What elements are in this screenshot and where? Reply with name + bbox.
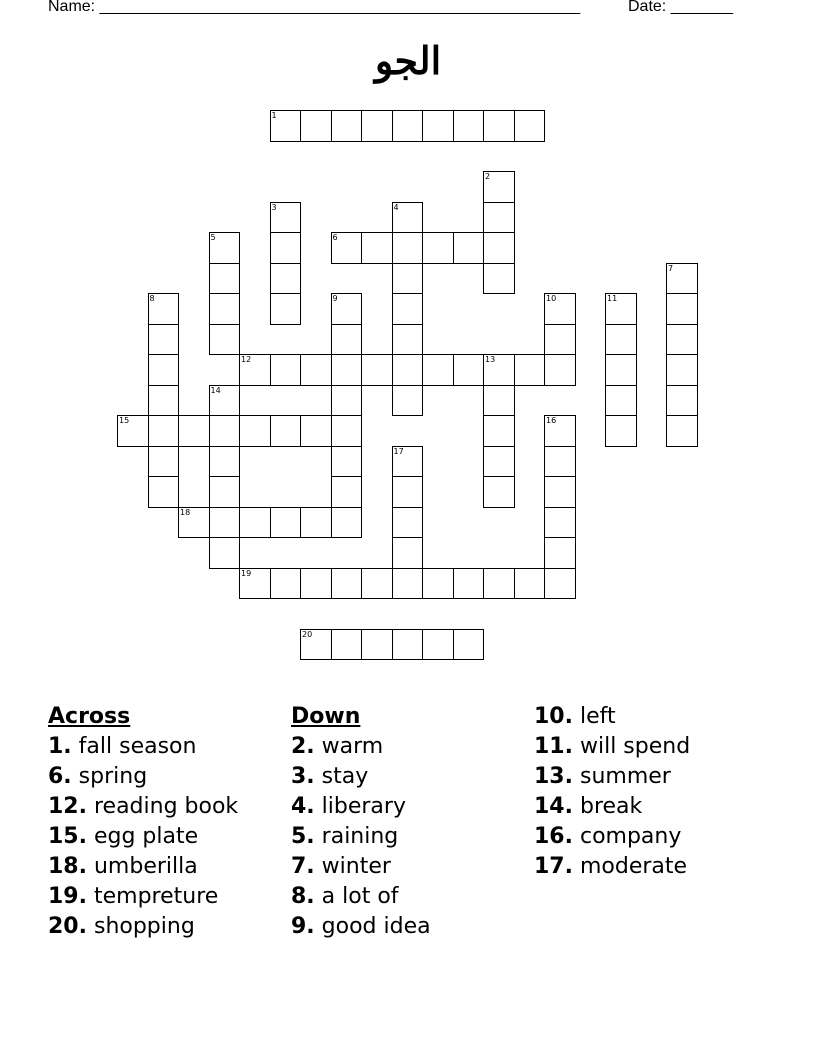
clue-number: 16. [534, 824, 573, 849]
grid-cell[interactable] [148, 324, 180, 356]
clue-number: 1. [48, 734, 72, 759]
across-clues [48, 702, 288, 942]
cell-number: 12 [241, 355, 252, 364]
cell-number: 3 [271, 202, 277, 212]
clue-item [534, 732, 774, 762]
grid-cell[interactable] [270, 415, 302, 447]
cell-number: 6 [332, 233, 338, 242]
cell-number: 20 [302, 629, 313, 639]
grid-cell[interactable] [300, 507, 332, 539]
grid-cell[interactable] [361, 232, 393, 264]
grid-cell[interactable] [209, 415, 241, 447]
grid-cell[interactable] [361, 354, 393, 386]
clue-number: 18. [48, 854, 87, 879]
cell-number: 14 [210, 385, 221, 395]
grid-cell[interactable] [544, 354, 576, 386]
clue-text: raining [314, 824, 399, 849]
cell-number: 5 [210, 233, 216, 242]
cell-number: 1 [271, 111, 277, 120]
grid-cell[interactable] [331, 507, 363, 539]
clue-item [534, 762, 774, 792]
grid-cell[interactable] [361, 110, 393, 142]
grid-cell[interactable] [392, 110, 424, 142]
grid-cell[interactable] [392, 354, 424, 386]
cell-number: 9 [332, 294, 338, 303]
down-heading: Down [291, 704, 361, 729]
clue-text: good idea [314, 914, 431, 939]
grid-cell[interactable] [453, 629, 485, 661]
grid-cell[interactable] [666, 324, 698, 356]
grid-cell[interactable] [544, 568, 576, 600]
grid-cell[interactable] [483, 110, 515, 142]
clue-text: warm [314, 734, 384, 759]
grid-cell[interactable] [392, 293, 424, 325]
grid-cell[interactable] [514, 568, 546, 600]
grid-cell[interactable] [148, 385, 180, 417]
clue-number: 12. [48, 794, 87, 819]
clue-text: break [572, 794, 643, 819]
down-clues [291, 702, 531, 942]
cell-number: 15 [119, 416, 130, 425]
grid-cell[interactable] [331, 476, 363, 508]
grid-cell[interactable] [392, 385, 424, 417]
clue-number: 6. [48, 764, 72, 789]
clue-item [48, 732, 288, 762]
grid-cell[interactable] [392, 629, 424, 661]
grid-cell[interactable] [453, 232, 485, 264]
clue-item [48, 912, 288, 942]
clue-text: left [572, 704, 616, 729]
grid-cell[interactable] [483, 232, 515, 264]
grid-cell[interactable] [422, 232, 454, 264]
clue-number: 19. [48, 884, 87, 909]
grid-cell[interactable] [483, 446, 515, 478]
clue-item [291, 732, 531, 762]
cell-number: 4 [393, 202, 399, 212]
grid-cell[interactable] [422, 568, 454, 600]
clue-item [534, 852, 774, 882]
grid-cell[interactable] [270, 263, 302, 295]
grid-cell[interactable] [331, 385, 363, 417]
grid-cell[interactable] [666, 415, 698, 447]
cell-number: 19 [241, 568, 252, 578]
grid-cell[interactable] [544, 476, 576, 508]
clue-number: 17. [534, 854, 573, 879]
clue-number: 11. [534, 734, 573, 759]
clue-item [291, 822, 531, 852]
grid-cell[interactable] [209, 263, 241, 295]
down-clues-continued [534, 702, 774, 882]
grid-cell[interactable] [392, 263, 424, 295]
grid-cell[interactable] [422, 110, 454, 142]
grid-cell[interactable] [270, 293, 302, 325]
grid-cell[interactable] [392, 537, 424, 569]
grid-cell[interactable] [239, 507, 271, 539]
clue-item [534, 702, 774, 732]
clue-number: 4. [291, 794, 315, 819]
grid-cell[interactable] [392, 568, 424, 600]
grid-cell[interactable] [483, 415, 515, 447]
cell-number: 18 [180, 507, 191, 517]
clue-text: fall season [71, 734, 197, 759]
clue-item [291, 912, 531, 942]
grid-cell[interactable] [605, 354, 637, 386]
grid-cell[interactable] [209, 537, 241, 569]
grid-cell[interactable] [514, 110, 546, 142]
cell-number: 13 [485, 355, 496, 364]
grid-cell[interactable] [666, 293, 698, 325]
cell-number: 2 [485, 172, 491, 181]
grid-cell[interactable] [422, 354, 454, 386]
grid-cell[interactable] [331, 110, 363, 142]
clue-text: stay [314, 764, 369, 789]
clue-number: 2. [291, 734, 315, 759]
clue-text: liberary [314, 794, 406, 819]
clue-number: 3. [291, 764, 315, 789]
clue-number: 20. [48, 914, 87, 939]
grid-cell[interactable] [209, 446, 241, 478]
clue-text: moderate [572, 854, 688, 879]
grid-cell[interactable] [209, 476, 241, 508]
clue-number: 5. [291, 824, 315, 849]
grid-cell[interactable] [209, 293, 241, 325]
across-heading: Across [48, 704, 131, 729]
clue-text: winter [314, 854, 391, 879]
clue-text: shopping [86, 914, 195, 939]
date-field-label: Date: _______ [628, 0, 733, 15]
clue-item [534, 822, 774, 852]
grid-cell[interactable] [453, 110, 485, 142]
grid-cell[interactable] [300, 110, 332, 142]
grid-cell[interactable] [483, 385, 515, 417]
clue-number: 9. [291, 914, 315, 939]
clue-text: company [572, 824, 682, 849]
grid-cell[interactable] [270, 568, 302, 600]
grid-cell[interactable] [392, 507, 424, 539]
clue-text: spring [71, 764, 148, 789]
grid-cell[interactable] [392, 324, 424, 356]
clue-text: reading book [86, 794, 239, 819]
grid-cell[interactable] [392, 232, 424, 264]
clue-item [48, 852, 288, 882]
clue-item [291, 762, 531, 792]
clue-item [534, 792, 774, 822]
grid-cell[interactable] [148, 446, 180, 478]
grid-cell[interactable] [666, 354, 698, 386]
grid-cell[interactable] [270, 354, 302, 386]
cell-number: 11 [607, 294, 618, 303]
clue-item [48, 792, 288, 822]
grid-cell[interactable] [300, 354, 332, 386]
grid-cell[interactable] [270, 232, 302, 264]
clue-text: tempreture [86, 884, 219, 909]
grid-cell[interactable] [483, 476, 515, 508]
cell-number: 7 [668, 263, 674, 273]
puzzle-title: الجو [374, 38, 442, 83]
clue-item [48, 882, 288, 912]
grid-cell[interactable] [239, 415, 271, 447]
grid-cell[interactable] [514, 354, 546, 386]
grid-cell[interactable] [422, 629, 454, 661]
grid-cell[interactable] [483, 202, 515, 234]
grid-cell[interactable] [544, 446, 576, 478]
grid-cell[interactable] [331, 629, 363, 661]
grid-cell[interactable] [331, 415, 363, 447]
grid-cell[interactable] [361, 629, 393, 661]
grid-cell[interactable] [544, 537, 576, 569]
grid-cell[interactable] [300, 568, 332, 600]
grid-cell[interactable] [483, 263, 515, 295]
clue-number: 7. [291, 854, 315, 879]
clue-number: 14. [534, 794, 573, 819]
clue-item [291, 852, 531, 882]
grid-cell[interactable] [331, 446, 363, 478]
grid-cell[interactable] [178, 415, 210, 447]
cell-number: 17 [393, 446, 404, 456]
grid-cell[interactable] [209, 507, 241, 539]
clue-number: 13. [534, 764, 573, 789]
grid-cell[interactable] [666, 385, 698, 417]
cell-number: 16 [546, 416, 557, 425]
clue-text: egg plate [86, 824, 199, 849]
clue-number: 8. [291, 884, 315, 909]
grid-cell[interactable] [453, 568, 485, 600]
grid-cell[interactable] [270, 507, 302, 539]
clue-item [291, 792, 531, 822]
grid-cell[interactable] [605, 324, 637, 356]
grid-cell[interactable] [453, 354, 485, 386]
cell-number: 8 [149, 294, 155, 303]
clue-text: will spend [572, 734, 691, 759]
grid-cell[interactable] [148, 354, 180, 386]
grid-cell[interactable] [148, 476, 180, 508]
clue-text: umberilla [86, 854, 198, 879]
clue-item [291, 882, 531, 912]
clue-text: a lot of [314, 884, 399, 909]
grid-cell[interactable] [331, 354, 363, 386]
grid-cell[interactable] [605, 385, 637, 417]
grid-cell[interactable] [300, 415, 332, 447]
grid-cell[interactable] [331, 568, 363, 600]
clue-item [48, 822, 288, 852]
grid-cell[interactable] [361, 568, 393, 600]
clue-number: 10. [534, 704, 573, 729]
clue-number: 15. [48, 824, 87, 849]
clue-item [48, 762, 288, 792]
grid-cell[interactable] [544, 507, 576, 539]
grid-cell[interactable] [605, 415, 637, 447]
grid-cell[interactable] [209, 324, 241, 356]
cell-number: 10 [546, 294, 557, 303]
name-field-label: Name: ______________________________________________________ [48, 0, 581, 15]
grid-cell[interactable] [148, 415, 180, 447]
grid-cell[interactable] [331, 324, 363, 356]
grid-cell[interactable] [483, 568, 515, 600]
grid-cell[interactable] [544, 324, 576, 356]
clue-text: summer [572, 764, 671, 789]
grid-cell[interactable] [392, 476, 424, 508]
